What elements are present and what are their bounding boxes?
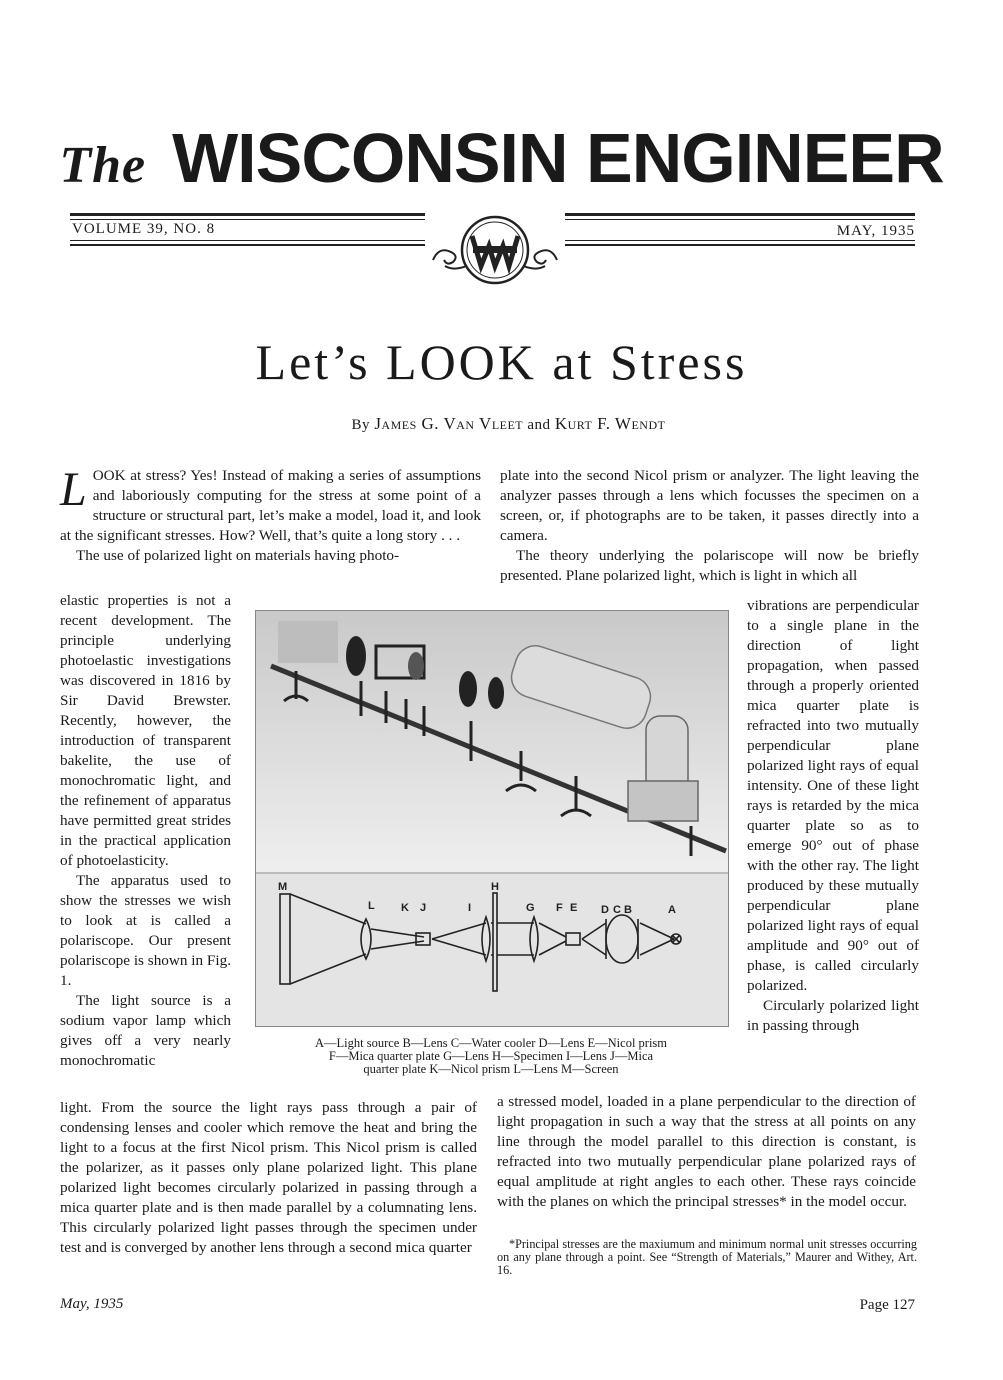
paragraph-light-source: The light source is a sodium vapor lamp which gives off a very nearly monochromatic (60, 992, 231, 1069)
diagram-label-m: M (278, 881, 288, 893)
byline (0, 414, 1003, 434)
diagram-label-d: D (601, 904, 609, 916)
paragraph-intro (60, 463, 481, 546)
left-column-bottom (60, 1098, 477, 1258)
right-column-narrow (747, 596, 919, 1036)
footnote-text: *Principal stresses are the maxiumum and minimum normal unit stresses occurring on any plane through a point. See “Strength of Materials,” Maurer and Withey, Art. 16. (497, 1237, 917, 1277)
diagram-label-l: L (368, 900, 375, 912)
author-2: Kurt F. Wendt (554, 414, 666, 433)
paragraph-polarized-start: The use of polarized light on materials having photo- (76, 547, 400, 564)
caption-line-2: F—Mica quarter plate G—Lens H—Specimen I—Lens J—Mica (328, 1049, 654, 1063)
left-column-top (60, 463, 481, 566)
paragraph-theory-cont: vibrations are perpendicular to a single plane in the direction of light propagation, when passed through a properly oriented mica quarter plate is refracted into two mutually perpendicular plane polarized light rays of equal intensity. One of these light rays is retarded by the mica quarter plate so as to emerge 90° out of phase with the other ray. The light produced by these mutually perpendicular plane polarized light rays of equal amplitude and 90° out of phase, is called circularly polarized. (747, 597, 919, 994)
page-number: Page 127 (859, 1297, 915, 1313)
paragraph-theory-start: The theory underlying the polariscope will now be briefly presented. Plane polarized light, which is light in which all (500, 547, 919, 584)
footer-date: May, 1935 (60, 1296, 124, 1312)
diagram-label-f: F (556, 902, 563, 914)
paragraph-circular-cont: a stressed model, loaded in a plane perpendicular to the direction of light propagation in such a way that the stress at all points on any line through the model parallel to this direction is constant, is refracted into two mutually perpendicular plane polarized rays of equal amplitude at right angles to each other. These rays coincide with the planes on which the principal stresses* in the model occur. (497, 1093, 916, 1210)
volume-number: VOLUME 39, NO. 8 (72, 221, 216, 237)
paragraph-apparatus: The apparatus used to show the stresses we wish to look at is called a polariscope. Our present polariscope is shown in Fig. 1. (60, 872, 231, 989)
diagram-label-b: B (624, 904, 632, 916)
right-column-bottom (497, 1092, 916, 1212)
author-1: James G. Van Vleet (374, 414, 524, 433)
byline-by: By (351, 417, 371, 433)
issue-date: MAY, 1935 (836, 223, 915, 239)
diagram-label-g: G (526, 902, 535, 914)
diagram-label-a: A (668, 904, 676, 916)
right-column-top (500, 466, 919, 586)
photo-screen (278, 621, 338, 663)
polariscope-figure (255, 610, 729, 1027)
masthead-the: The (59, 137, 147, 194)
masthead-name: WISCONSIN ENGINEER (172, 119, 944, 197)
photo-lens-disc-3 (459, 671, 477, 707)
diagram-label-k: K (401, 902, 409, 914)
photo-lens-disc-4 (488, 677, 504, 709)
photo-lamp-base (628, 781, 698, 821)
masthead-title (0, 118, 1003, 198)
paragraph-polarized-cont: elastic properties is not a recent development. The principle underlying photoelastic investigations was discovered in 1816 by Sir David Brewster. Recently, however, the introduction of transparent bakelite, the use of monochromatic light, and the refinement of apparatus have permitted great strides in the practical application of photoelasticity. (60, 592, 231, 869)
footnote (497, 1238, 917, 1277)
diagram-label-j: J (420, 902, 427, 914)
paragraph-intro-text: OOK at stress? Yes! Instead of making a series of assumptions and laboriously computing for the stress at some point of a structure or structural part, let’s make a model, load it, and look at the significant stresses. How? Well, that’s quite a long story . . . (60, 467, 481, 544)
photo-lens-disc-2 (408, 652, 424, 680)
diagram-label-e: E (570, 902, 578, 914)
diagram-label-i: I (468, 902, 472, 914)
diagram-label-c: C (613, 904, 621, 916)
caption-line-1: A—Light source B—Lens C—Water cooler D—Lens E—Nicol prism (314, 1036, 668, 1050)
caption-line-3: quarter plate K—Nicol prism L—Lens M—Screen (363, 1062, 619, 1076)
photo-lens-disc-1 (346, 636, 366, 676)
left-column-narrow (60, 591, 231, 1071)
w-emblem-logo (425, 208, 565, 288)
drop-cap: L (60, 463, 87, 516)
diagram-label-h: H (491, 881, 499, 893)
polariscope-photo-and-diagram (256, 611, 728, 1026)
figure-caption (250, 1037, 732, 1076)
paragraph-light-source-cont: light. From the source the light rays pass through a pair of condensing lenses and cooler which remove the heat and bring the light to a focus at the first Nicol prism. This Nicol prism is called the polarizer, as it passes only plane polarized light. This plane polarized light becomes circularly polarized in passing through a mica quarter plate and is then made parallel by a columnating lens. This circularly polarized light passes through the specimen under test and is converged by another lens through a second mica quarter (60, 1099, 477, 1256)
article-title: Let’s LOOK at Stress (255, 334, 748, 390)
byline-and: and (527, 417, 551, 433)
paragraph-analyzer: plate into the second Nicol prism or analyzer. The light leaving the analyzer passes through a lens which focusses the specimen on a screen, or, if photographs are to be taken, it passes directly into a camera. (500, 467, 919, 544)
diagram-background (256, 874, 728, 1026)
paragraph-circular-start: Circularly polarized light in passing through (747, 997, 919, 1034)
